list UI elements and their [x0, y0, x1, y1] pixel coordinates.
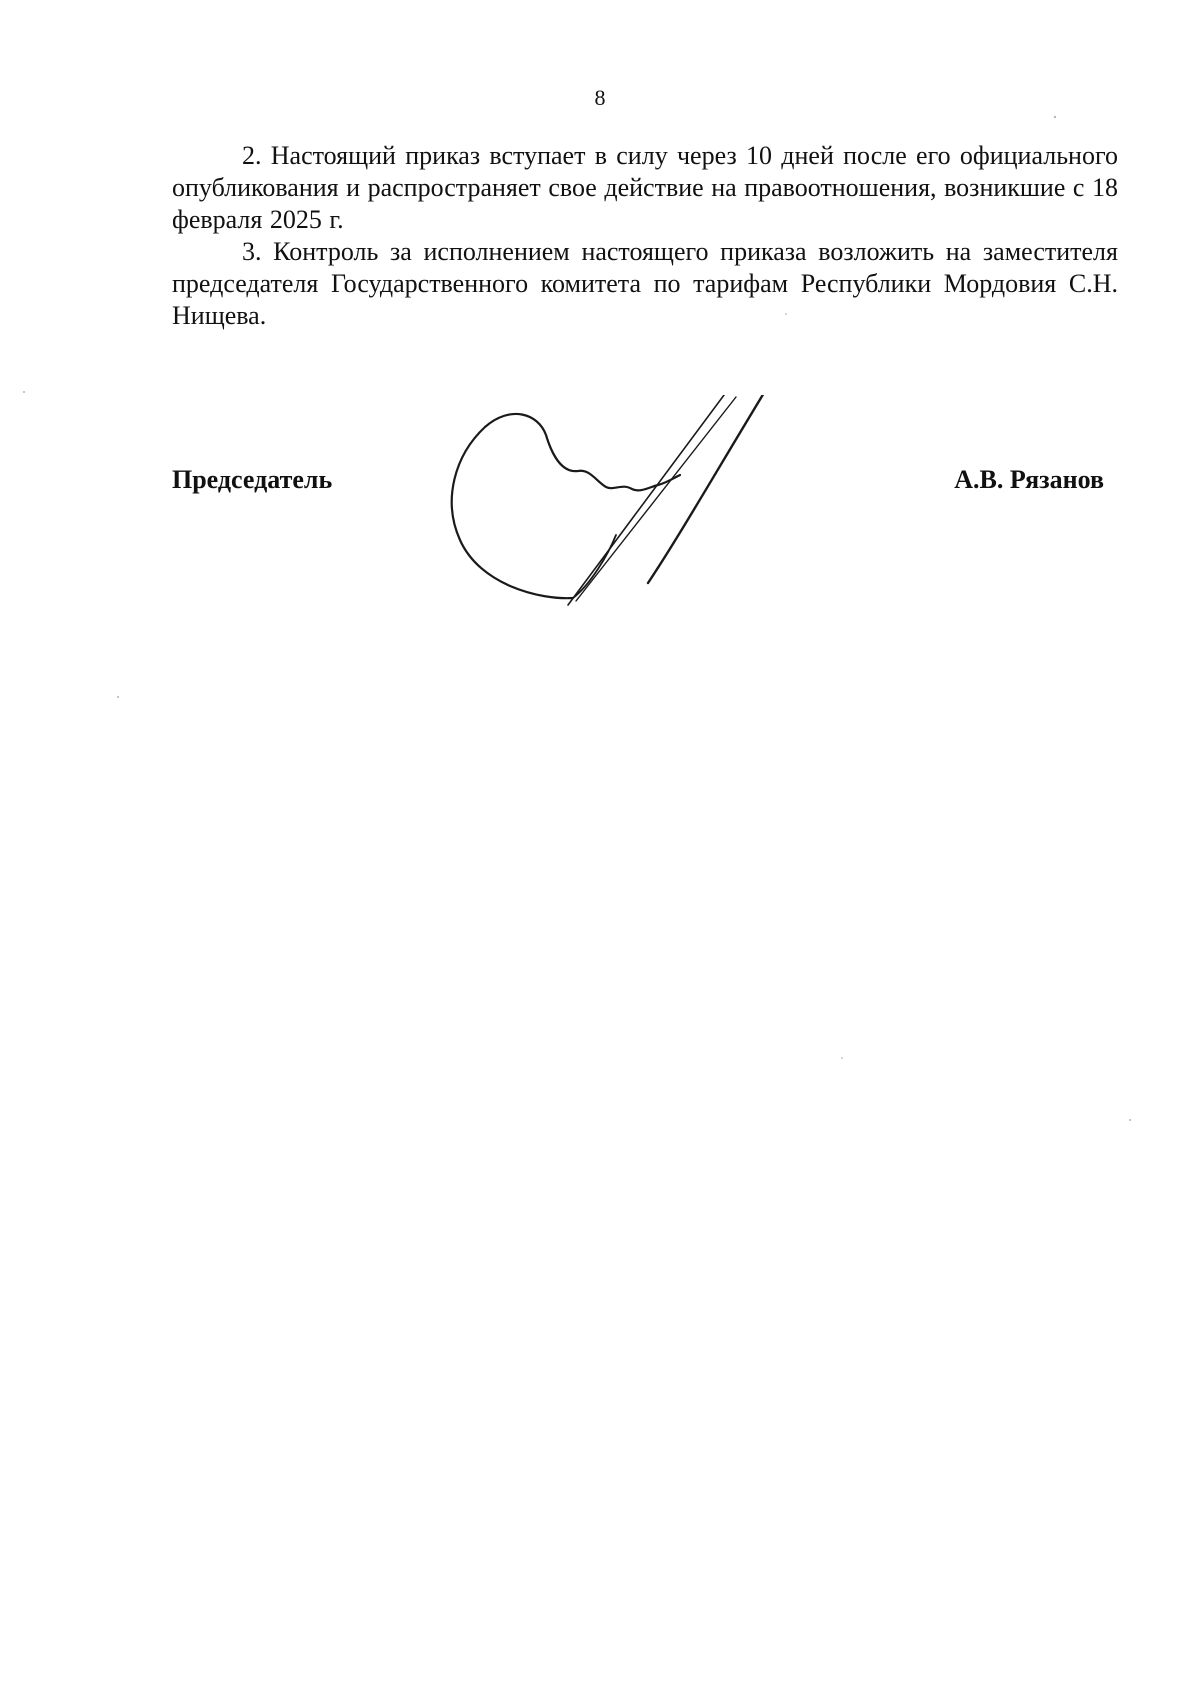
handwritten-signature-icon — [440, 395, 800, 615]
signatory-name: А.В. Рязанов — [954, 465, 1104, 494]
signature-block — [172, 462, 1118, 502]
paragraph-control: 3. Контроль за исполнением настоящего приказа возложить на заместителя председателя Государственного комитета по тарифам Республики Мордовия С.Н. Нищева. — [172, 237, 1118, 330]
page-number: 8 — [594, 85, 606, 110]
paragraph-effective-date: 2. Настоящий приказ вступает в силу через 10 дней после его официального опубликования и распространяет свое действие на правоотношения, возникшие с 18 февраля 2025 г. — [172, 141, 1118, 234]
document-body — [172, 140, 1118, 332]
signatory-title: Председатель — [172, 465, 333, 494]
